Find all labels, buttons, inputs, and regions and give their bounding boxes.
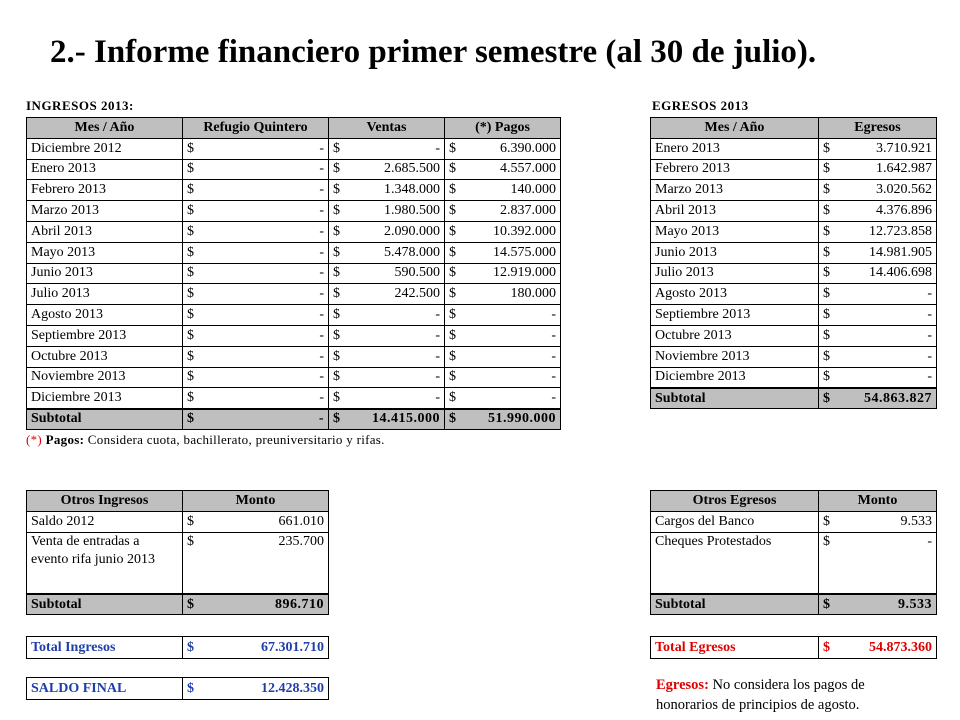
column-header: Mes / Año — [651, 118, 819, 139]
table-row — [27, 532, 329, 594]
egresos-note — [656, 675, 865, 715]
amount-cell — [183, 388, 329, 409]
amount-cell — [183, 532, 329, 594]
currency-symbol: $ — [187, 203, 194, 219]
pagos-note-bold: Pagos: — [45, 432, 85, 447]
table-row — [651, 367, 937, 388]
amount-value: - — [551, 369, 556, 385]
amount-value: - — [551, 327, 556, 343]
amount-cell — [819, 325, 937, 346]
amount-cell — [183, 221, 329, 242]
subtotal-amount — [445, 409, 561, 430]
amount-cell — [445, 284, 561, 305]
currency-symbol: $ — [823, 182, 830, 198]
pagos-note-text: Considera cuota, bachillerato, preuniversitario y rifas. — [84, 432, 385, 447]
subtotal-label: Subtotal — [27, 594, 183, 615]
amount-value: 9.533 — [898, 596, 932, 612]
row-label: Septiembre 2013 — [27, 325, 183, 346]
amount-cell — [183, 263, 329, 284]
currency-symbol: $ — [187, 411, 194, 427]
amount-value: - — [927, 307, 932, 323]
currency-symbol: $ — [449, 286, 456, 302]
table-row — [27, 305, 561, 326]
table-row — [27, 325, 561, 346]
amount-value: - — [319, 265, 324, 281]
subtotal-row — [651, 594, 937, 615]
row-label: Cheques Protestados — [651, 532, 819, 594]
amount-value: - — [319, 203, 324, 219]
ingresos-table — [26, 117, 561, 430]
table-row — [651, 201, 937, 222]
table-row — [27, 221, 561, 242]
amount-value: 1.980.500 — [384, 203, 440, 219]
egresos-note-line2: honorarios de principios de agosto. — [656, 697, 860, 713]
currency-symbol: $ — [187, 223, 194, 239]
amount-value: 10.392.000 — [493, 223, 556, 239]
row-label: Abril 2013 — [651, 201, 819, 222]
amount-cell — [445, 367, 561, 388]
row-label: Diciembre 2013 — [651, 367, 819, 388]
currency-symbol: $ — [333, 140, 340, 156]
amount-value: 4.557.000 — [500, 161, 556, 177]
row-label: Junio 2013 — [651, 242, 819, 263]
amount-cell — [183, 511, 329, 532]
amount-cell — [329, 305, 445, 326]
currency-symbol: $ — [449, 369, 456, 385]
currency-symbol: $ — [187, 348, 194, 364]
amount-value: 1.348.000 — [384, 182, 440, 198]
currency-symbol: $ — [823, 244, 830, 260]
amount-value: - — [927, 533, 932, 549]
currency-symbol: $ — [333, 348, 340, 364]
currency-symbol: $ — [333, 411, 340, 427]
currency-symbol: $ — [449, 161, 456, 177]
total-egresos-value: $ 54.873.360 — [819, 637, 937, 659]
amount-value: - — [318, 411, 324, 427]
amount-cell — [329, 367, 445, 388]
currency-symbol: $ — [187, 307, 194, 323]
currency-symbol: $ — [187, 182, 194, 198]
table-row — [27, 242, 561, 263]
table-row — [651, 263, 937, 284]
amount-value: 590.500 — [394, 265, 440, 281]
amount-cell — [329, 325, 445, 346]
pagos-note-marker: (*) — [26, 432, 46, 447]
currency-symbol: $ — [187, 286, 194, 302]
currency-symbol: $ — [823, 327, 830, 343]
row-label: Diciembre 2012 — [27, 138, 183, 159]
currency-symbol: $ — [187, 680, 194, 696]
row-label: Octubre 2013 — [651, 325, 819, 346]
amount-value: - — [927, 286, 932, 302]
amount-cell — [445, 346, 561, 367]
currency-symbol: $ — [333, 244, 340, 260]
subtotal-amount — [819, 388, 937, 409]
table-row — [651, 284, 937, 305]
column-header: (*) Pagos — [445, 118, 561, 139]
egresos-note-bold: Egresos: — [656, 677, 709, 693]
amount-value: - — [927, 327, 932, 343]
amount-cell — [445, 242, 561, 263]
total-egresos-label: Total Egresos — [651, 637, 819, 659]
amount-cell — [445, 325, 561, 346]
row-label: Saldo 2012 — [27, 511, 183, 532]
subtotal-amount — [819, 594, 937, 615]
row-label: Julio 2013 — [27, 284, 183, 305]
amount-cell — [819, 346, 937, 367]
amount-value: - — [319, 244, 324, 260]
currency-symbol: $ — [449, 348, 456, 364]
amount-value: 14.981.905 — [869, 244, 932, 260]
column-header: Otros Egresos — [651, 491, 819, 512]
amount-value: - — [319, 286, 324, 302]
amount-value: 2.685.500 — [384, 161, 440, 177]
currency-symbol: $ — [823, 369, 830, 385]
row-label: Agosto 2013 — [651, 284, 819, 305]
amount-value: 14.415.000 — [372, 411, 440, 427]
row-label: Enero 2013 — [27, 159, 183, 180]
column-header: Otros Ingresos — [27, 491, 183, 512]
currency-symbol: $ — [333, 203, 340, 219]
row-label: Octubre 2013 — [27, 346, 183, 367]
currency-symbol: $ — [333, 223, 340, 239]
column-header: Mes / Año — [27, 118, 183, 139]
amount-cell — [445, 221, 561, 242]
amount-value: 140.000 — [510, 182, 556, 198]
total-ingresos-value: $ 67.301.710 — [183, 637, 329, 659]
currency-symbol: $ — [449, 411, 456, 427]
amount-cell — [819, 284, 937, 305]
saldo-final-table — [26, 677, 329, 700]
amount-value: 242.500 — [394, 286, 440, 302]
row-label: Febrero 2013 — [27, 180, 183, 201]
amount-value: - — [319, 140, 324, 156]
amount-value: - — [927, 369, 932, 385]
amount-cell — [329, 221, 445, 242]
currency-symbol: $ — [187, 265, 194, 281]
row-label: Diciembre 2013 — [27, 388, 183, 409]
total-egresos-table — [650, 636, 937, 659]
amount-value: 51.990.000 — [488, 411, 556, 427]
amount-cell — [819, 221, 937, 242]
currency-symbol: $ — [823, 223, 830, 239]
egresos-label: EGRESOS 2013 — [652, 98, 749, 113]
amount-cell — [445, 263, 561, 284]
column-header: Ventas — [329, 118, 445, 139]
amount-value: 2.090.000 — [384, 223, 440, 239]
amount-cell — [183, 346, 329, 367]
table-row — [27, 511, 329, 532]
currency-symbol: $ — [823, 596, 830, 612]
amount-value: - — [319, 390, 324, 405]
currency-symbol: $ — [449, 203, 456, 219]
table-row — [651, 346, 937, 367]
currency-symbol: $ — [187, 533, 194, 549]
amount-value: 2.837.000 — [500, 203, 556, 219]
currency-symbol: $ — [333, 161, 340, 177]
currency-symbol: $ — [333, 182, 340, 198]
table-row — [651, 325, 937, 346]
currency-symbol: $ — [187, 161, 194, 177]
currency-symbol: $ — [449, 307, 456, 323]
currency-symbol: $ — [449, 390, 456, 405]
amount-value: 3.020.562 — [876, 182, 932, 198]
amount-cell — [819, 159, 937, 180]
table-row — [27, 367, 561, 388]
amount-value: - — [435, 307, 440, 323]
column-header: Refugio Quintero — [183, 118, 329, 139]
total-ingresos-table — [26, 636, 329, 659]
page-title: 2.- Informe financiero primer semestre (al 30 de julio). — [50, 34, 817, 70]
currency-symbol: $ — [823, 533, 830, 549]
currency-symbol: $ — [333, 265, 340, 281]
table-row — [651, 305, 937, 326]
currency-symbol: $ — [187, 244, 194, 260]
amount-cell — [445, 201, 561, 222]
table-row — [27, 201, 561, 222]
amount-value: 661.010 — [278, 513, 324, 529]
row-label: Junio 2013 — [27, 263, 183, 284]
table-row — [27, 159, 561, 180]
amount-cell — [183, 367, 329, 388]
currency-symbol: $ — [823, 639, 830, 655]
amount-value: 1.642.987 — [876, 161, 932, 177]
row-label: Venta de entradas a evento rifa junio 2013 — [27, 532, 183, 594]
currency-symbol: $ — [187, 390, 194, 405]
amount-cell — [445, 159, 561, 180]
row-label: Marzo 2013 — [651, 180, 819, 201]
table-row — [651, 221, 937, 242]
amount-value: - — [927, 348, 932, 364]
currency-symbol: $ — [333, 327, 340, 343]
amount-value: - — [435, 369, 440, 385]
amount-cell — [819, 242, 937, 263]
amount-cell — [183, 159, 329, 180]
currency-symbol: $ — [333, 390, 340, 405]
currency-symbol: $ — [187, 596, 194, 612]
amount-cell — [183, 305, 329, 326]
amount-cell — [329, 138, 445, 159]
amount-cell — [183, 242, 329, 263]
amount-cell — [329, 263, 445, 284]
amount-cell — [819, 511, 937, 532]
saldo-final-value: $ 12.428.350 — [183, 678, 329, 700]
currency-symbol: $ — [187, 327, 194, 343]
amount-cell — [183, 201, 329, 222]
subtotal-label: Subtotal — [651, 594, 819, 615]
amount-cell — [329, 346, 445, 367]
table-row — [27, 388, 561, 409]
currency-symbol: $ — [823, 161, 830, 177]
amount-value: - — [319, 223, 324, 239]
row-label: Enero 2013 — [651, 138, 819, 159]
amount-cell — [819, 532, 937, 594]
row-label: Noviembre 2013 — [27, 367, 183, 388]
currency-symbol: $ — [823, 513, 830, 529]
amount-value: - — [551, 390, 556, 405]
amount-cell — [329, 201, 445, 222]
amount-value: - — [319, 348, 324, 364]
table-row — [651, 532, 937, 594]
amount-cell — [819, 263, 937, 284]
amount-cell — [183, 180, 329, 201]
currency-symbol: $ — [823, 348, 830, 364]
table-row — [651, 242, 937, 263]
amount-value: 3.710.921 — [876, 140, 932, 156]
amount-value: 5.478.000 — [384, 244, 440, 260]
column-header: Monto — [183, 491, 329, 512]
total-ingresos-label: Total Ingresos — [27, 637, 183, 659]
subtotal-label: Subtotal — [651, 388, 819, 409]
currency-symbol: $ — [449, 140, 456, 156]
amount-cell — [183, 284, 329, 305]
amount-cell — [819, 305, 937, 326]
amount-value: 54.863.827 — [864, 390, 932, 406]
currency-symbol: $ — [449, 223, 456, 239]
table-row — [651, 180, 937, 201]
saldo-final-label: SALDO FINAL — [27, 678, 183, 700]
row-label: Agosto 2013 — [27, 305, 183, 326]
row-label: Cargos del Banco — [651, 511, 819, 532]
ingresos-label: INGRESOS 2013: — [26, 98, 134, 113]
amount-cell — [329, 180, 445, 201]
currency-symbol: $ — [449, 265, 456, 281]
row-label: Marzo 2013 — [27, 201, 183, 222]
otros-egresos-table — [650, 490, 937, 615]
table-row — [651, 138, 937, 159]
currency-symbol: $ — [187, 639, 194, 655]
currency-symbol: $ — [333, 307, 340, 323]
subtotal-row — [27, 409, 561, 430]
egresos-note-line1: No considera los pagos de — [708, 677, 865, 693]
amount-value: 896.710 — [275, 596, 324, 612]
amount-cell — [183, 138, 329, 159]
table-row — [27, 180, 561, 201]
amount-value: - — [319, 327, 324, 343]
amount-value: - — [435, 327, 440, 343]
amount-cell — [445, 388, 561, 409]
currency-symbol: $ — [823, 140, 830, 156]
amount-value: 14.406.698 — [869, 265, 932, 281]
currency-symbol: $ — [823, 307, 830, 323]
subtotal-label: Subtotal — [27, 409, 183, 430]
amount-cell — [183, 325, 329, 346]
amount-value: 235.700 — [278, 533, 324, 549]
row-label: Noviembre 2013 — [651, 346, 819, 367]
amount-value: 12.919.000 — [493, 265, 556, 281]
currency-symbol: $ — [187, 369, 194, 385]
amount-value: 6.390.000 — [500, 140, 556, 156]
amount-value: 9.533 — [900, 513, 932, 529]
amount-value: 12.723.858 — [869, 223, 932, 239]
amount-cell — [329, 284, 445, 305]
subtotal-amount — [183, 594, 329, 615]
table-row — [27, 138, 561, 159]
amount-value: 180.000 — [510, 286, 556, 302]
amount-value: - — [435, 348, 440, 364]
table-row — [27, 263, 561, 284]
amount-cell — [819, 180, 937, 201]
amount-cell — [819, 367, 937, 388]
amount-value: - — [551, 307, 556, 323]
amount-cell — [329, 242, 445, 263]
amount-cell — [445, 180, 561, 201]
table-row — [27, 284, 561, 305]
currency-symbol: $ — [823, 390, 830, 406]
row-label: Julio 2013 — [651, 263, 819, 284]
subtotal-amount — [329, 409, 445, 430]
amount-value: - — [319, 161, 324, 177]
amount-cell — [819, 138, 937, 159]
row-label: Mayo 2013 — [651, 221, 819, 242]
row-label: Septiembre 2013 — [651, 305, 819, 326]
amount-value: - — [551, 348, 556, 364]
currency-symbol: $ — [333, 286, 340, 302]
subtotal-amount — [183, 409, 329, 430]
currency-symbol: $ — [449, 327, 456, 343]
currency-symbol: $ — [187, 140, 194, 156]
row-label: Abril 2013 — [27, 221, 183, 242]
currency-symbol: $ — [823, 265, 830, 281]
subtotal-row — [27, 594, 329, 615]
amount-value: - — [435, 390, 440, 405]
currency-symbol: $ — [333, 369, 340, 385]
pagos-note — [26, 432, 385, 448]
amount-cell — [445, 305, 561, 326]
currency-symbol: $ — [823, 286, 830, 302]
amount-value: - — [319, 182, 324, 198]
currency-symbol: $ — [449, 244, 456, 260]
table-row — [651, 159, 937, 180]
amount-value: 14.575.000 — [493, 244, 556, 260]
egresos-table — [650, 117, 937, 409]
amount-cell — [329, 388, 445, 409]
otros-ingresos-table — [26, 490, 329, 615]
subtotal-row — [651, 388, 937, 409]
amount-value: 4.376.896 — [876, 203, 932, 219]
amount-cell — [329, 159, 445, 180]
row-label: Febrero 2013 — [651, 159, 819, 180]
amount-value: - — [319, 369, 324, 385]
amount-value: - — [435, 140, 440, 156]
currency-symbol: $ — [187, 513, 194, 529]
currency-symbol: $ — [449, 182, 456, 198]
row-label: Mayo 2013 — [27, 242, 183, 263]
amount-cell — [445, 138, 561, 159]
amount-cell — [819, 201, 937, 222]
column-header: Monto — [819, 491, 937, 512]
column-header: Egresos — [819, 118, 937, 139]
table-row — [27, 346, 561, 367]
currency-symbol: $ — [823, 203, 830, 219]
table-row — [651, 511, 937, 532]
amount-value: - — [319, 307, 324, 323]
